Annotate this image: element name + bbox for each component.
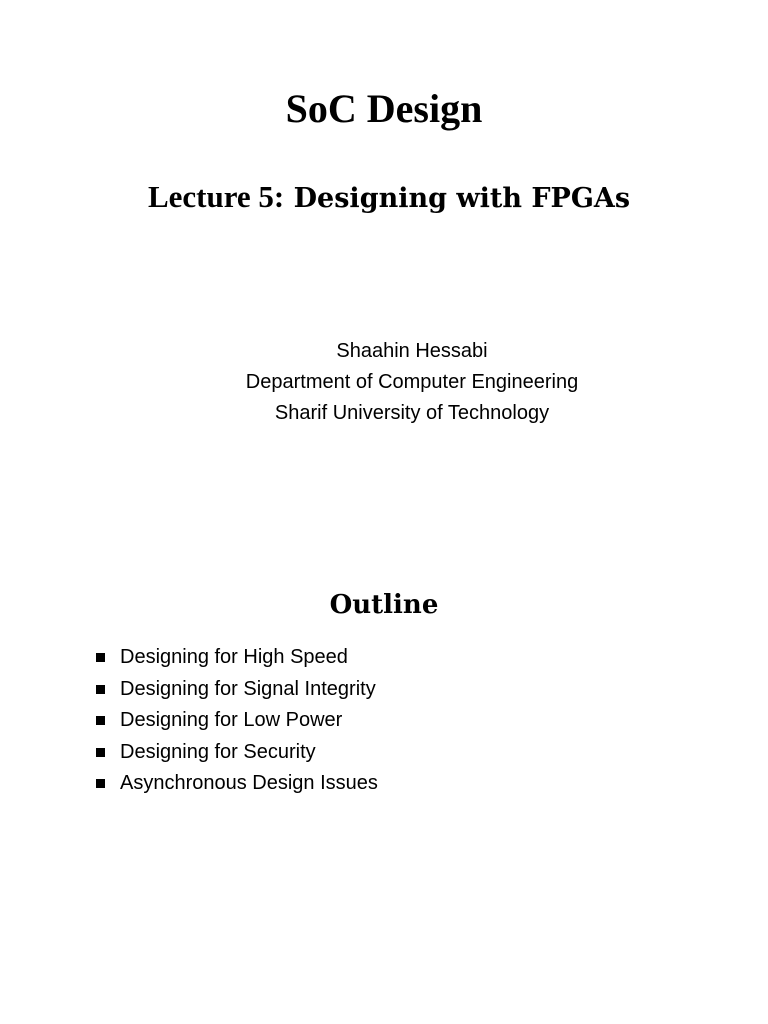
list-item [96,674,378,706]
list-item [96,737,378,769]
square-bullet-icon [96,653,105,662]
square-bullet-icon [96,685,105,694]
author-university: Sharif University of Technology [274,402,550,424]
slide-title: SoC Design [285,86,483,131]
list-item-label: Designing for Signal Integrity [120,677,376,700]
list-item-label: Designing for Low Power [120,709,343,731]
square-bullet-icon [96,748,105,757]
list-item [96,768,378,800]
list-item-label: Designing for Security [120,740,316,763]
outline-list [96,642,378,800]
square-bullet-icon [96,779,105,788]
list-item [96,705,378,737]
list-item-label: Designing for High Speed [120,646,348,668]
square-bullet-icon [96,716,105,725]
list-item [96,642,378,674]
lecture-topic: Designing with FPGAs [293,183,631,214]
author-block [0,336,768,429]
lecture-number: Lecture 5: [147,179,285,214]
author-name: Shaahin Hessabi [336,340,488,362]
outline-heading: Outline [329,590,439,620]
lecture-subtitle [0,179,768,217]
list-item-label: Asynchronous Design Issues [120,772,378,794]
author-department: Department of Computer Engineering [245,371,579,393]
